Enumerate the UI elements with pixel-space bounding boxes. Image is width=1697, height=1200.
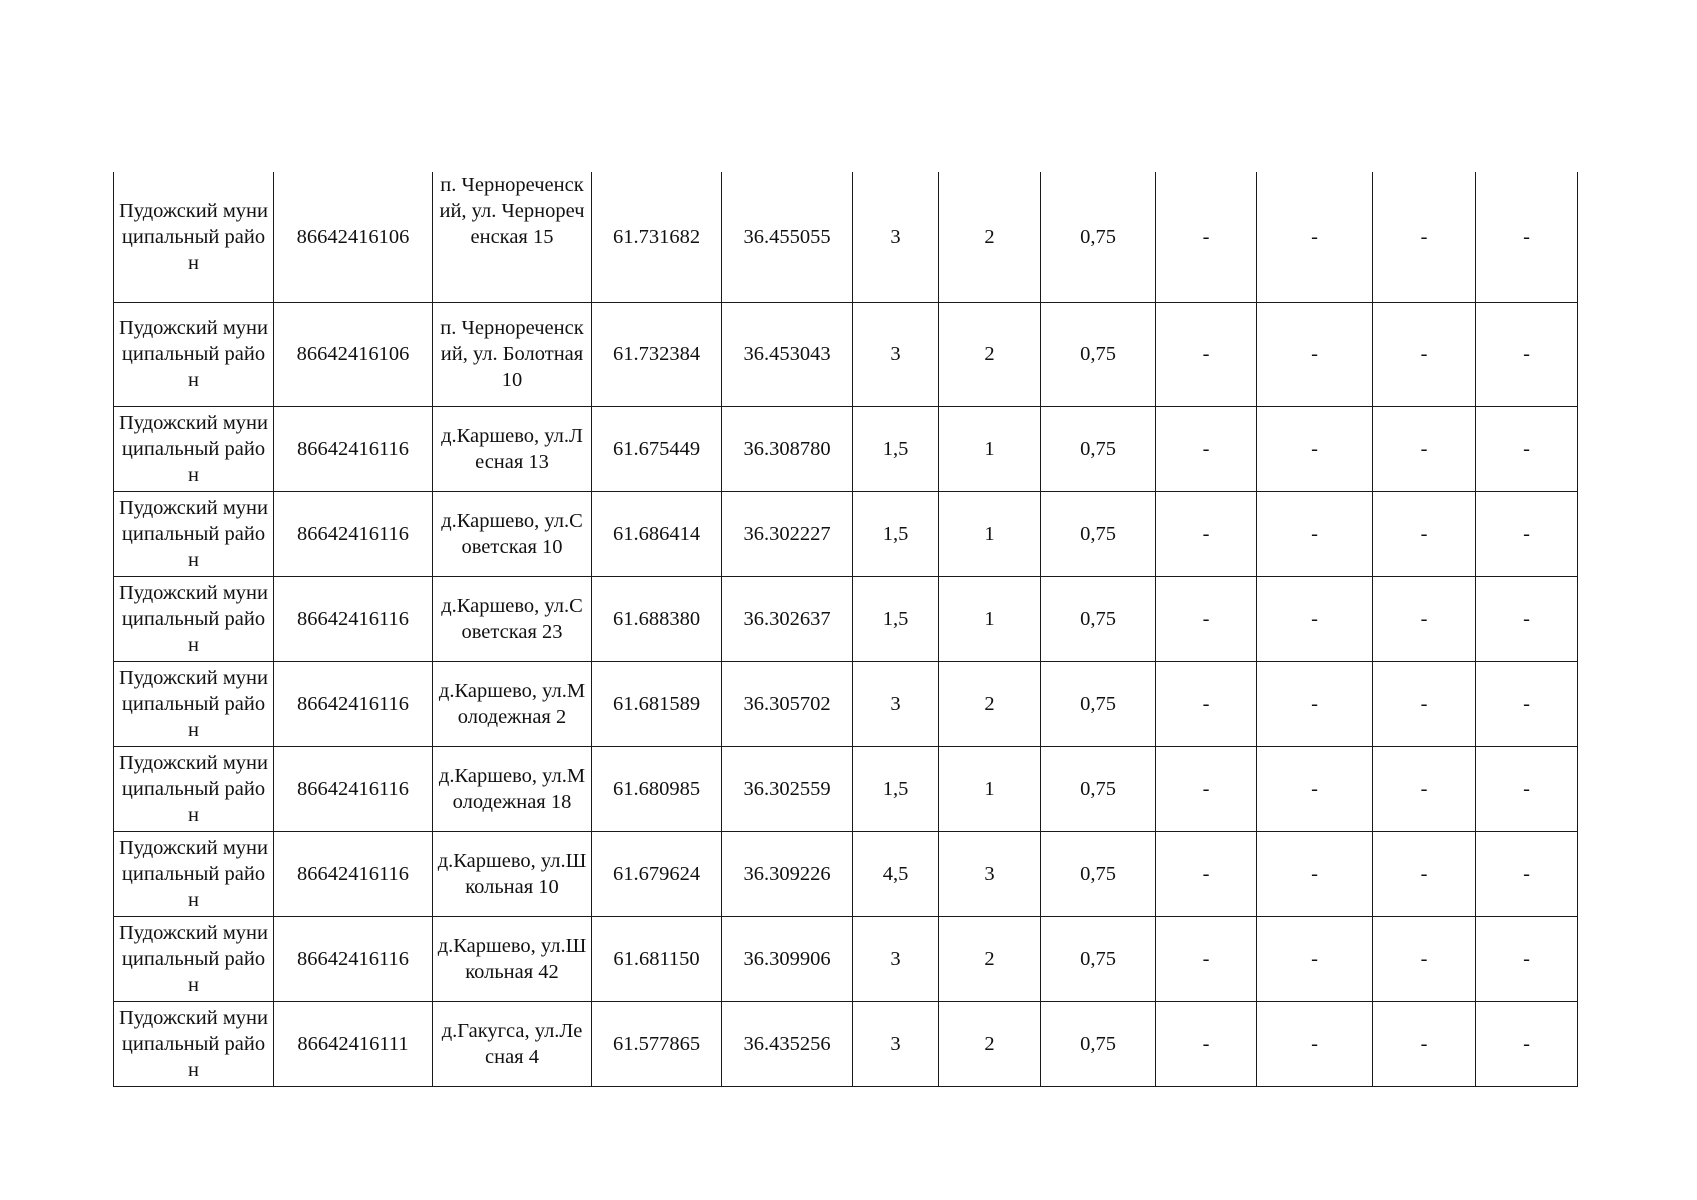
table-row	[114, 916, 1578, 1001]
container-volume-cell: 0,75	[1041, 491, 1156, 576]
data-table	[113, 172, 1578, 1087]
container-count-cell: 1	[939, 491, 1041, 576]
empty-value-cell: -	[1476, 302, 1578, 406]
table-body	[114, 172, 1578, 1086]
latitude-cell: 61.681150	[592, 916, 722, 1001]
oktmo-cell: 86642416116	[274, 831, 433, 916]
oktmo-cell: 86642416116	[274, 916, 433, 1001]
container-count-cell: 2	[939, 1001, 1041, 1086]
longitude-cell: 36.309906	[722, 916, 853, 1001]
empty-value-cell: -	[1476, 661, 1578, 746]
empty-value-cell: -	[1156, 661, 1257, 746]
empty-value-cell: -	[1257, 1001, 1373, 1086]
empty-value-cell: -	[1476, 172, 1578, 302]
oktmo-cell: 86642416106	[274, 302, 433, 406]
district-cell: Пудожский муниципальный район	[114, 302, 274, 406]
empty-value-cell: -	[1257, 661, 1373, 746]
container-volume-cell: 0,75	[1041, 831, 1156, 916]
area-cell: 1,5	[853, 576, 939, 661]
container-count-cell: 2	[939, 661, 1041, 746]
district-cell: Пудожский муниципальный район	[114, 746, 274, 831]
container-volume-cell: 0,75	[1041, 302, 1156, 406]
container-count-cell: 1	[939, 576, 1041, 661]
latitude-cell: 61.679624	[592, 831, 722, 916]
empty-value-cell: -	[1156, 576, 1257, 661]
container-count-cell: 2	[939, 916, 1041, 1001]
empty-value-cell: -	[1257, 491, 1373, 576]
address-cell: д.Каршево, ул.Лесная 13	[433, 406, 592, 491]
container-volume-cell: 0,75	[1041, 1001, 1156, 1086]
container-count-cell: 3	[939, 831, 1041, 916]
table-row	[114, 576, 1578, 661]
empty-value-cell: -	[1373, 406, 1476, 491]
empty-value-cell: -	[1257, 302, 1373, 406]
container-volume-cell: 0,75	[1041, 576, 1156, 661]
empty-value-cell: -	[1257, 916, 1373, 1001]
longitude-cell: 36.302227	[722, 491, 853, 576]
address-cell: д.Каршево, ул.Советская 23	[433, 576, 592, 661]
container-count-cell: 1	[939, 746, 1041, 831]
empty-value-cell: -	[1476, 491, 1578, 576]
longitude-cell: 36.302559	[722, 746, 853, 831]
latitude-cell: 61.680985	[592, 746, 722, 831]
empty-value-cell: -	[1156, 1001, 1257, 1086]
area-cell: 3	[853, 1001, 939, 1086]
table-row	[114, 406, 1578, 491]
district-cell: Пудожский муниципальный район	[114, 1001, 274, 1086]
longitude-cell: 36.435256	[722, 1001, 853, 1086]
area-cell: 3	[853, 916, 939, 1001]
empty-value-cell: -	[1373, 172, 1476, 302]
latitude-cell: 61.681589	[592, 661, 722, 746]
area-cell: 1,5	[853, 406, 939, 491]
container-count-cell: 2	[939, 302, 1041, 406]
oktmo-cell: 86642416116	[274, 406, 433, 491]
table-row	[114, 491, 1578, 576]
empty-value-cell: -	[1156, 172, 1257, 302]
address-cell: п. Чернореченский, ул. Чернореченская 15	[433, 172, 592, 302]
table-row	[114, 172, 1578, 302]
container-volume-cell: 0,75	[1041, 406, 1156, 491]
empty-value-cell: -	[1476, 1001, 1578, 1086]
empty-value-cell: -	[1156, 302, 1257, 406]
empty-value-cell: -	[1476, 576, 1578, 661]
table-row	[114, 661, 1578, 746]
longitude-cell: 36.453043	[722, 302, 853, 406]
container-volume-cell: 0,75	[1041, 661, 1156, 746]
district-cell: Пудожский муниципальный район	[114, 661, 274, 746]
container-volume-cell: 0,75	[1041, 172, 1156, 302]
latitude-cell: 61.732384	[592, 302, 722, 406]
longitude-cell: 36.308780	[722, 406, 853, 491]
empty-value-cell: -	[1373, 916, 1476, 1001]
empty-value-cell: -	[1156, 406, 1257, 491]
district-cell: Пудожский муниципальный район	[114, 172, 274, 302]
latitude-cell: 61.577865	[592, 1001, 722, 1086]
address-cell: д.Каршево, ул.Школьная 10	[433, 831, 592, 916]
container-count-cell: 1	[939, 406, 1041, 491]
oktmo-cell: 86642416116	[274, 576, 433, 661]
district-cell: Пудожский муниципальный район	[114, 491, 274, 576]
empty-value-cell: -	[1257, 576, 1373, 661]
empty-value-cell: -	[1257, 746, 1373, 831]
empty-value-cell: -	[1373, 661, 1476, 746]
district-cell: Пудожский муниципальный район	[114, 406, 274, 491]
empty-value-cell: -	[1373, 302, 1476, 406]
district-cell: Пудожский муниципальный район	[114, 831, 274, 916]
latitude-cell: 61.688380	[592, 576, 722, 661]
empty-value-cell: -	[1156, 916, 1257, 1001]
area-cell: 4,5	[853, 831, 939, 916]
latitude-cell: 61.686414	[592, 491, 722, 576]
area-cell: 3	[853, 661, 939, 746]
longitude-cell: 36.455055	[722, 172, 853, 302]
area-cell: 3	[853, 302, 939, 406]
address-cell: д.Каршево, ул.Молодежная 2	[433, 661, 592, 746]
empty-value-cell: -	[1373, 1001, 1476, 1086]
container-volume-cell: 0,75	[1041, 916, 1156, 1001]
empty-value-cell: -	[1476, 746, 1578, 831]
address-cell: д.Каршево, ул.Молодежная 18	[433, 746, 592, 831]
empty-value-cell: -	[1156, 746, 1257, 831]
oktmo-cell: 86642416116	[274, 746, 433, 831]
oktmo-cell: 86642416111	[274, 1001, 433, 1086]
empty-value-cell: -	[1373, 576, 1476, 661]
address-cell: д.Каршево, ул.Советская 10	[433, 491, 592, 576]
oktmo-cell: 86642416116	[274, 661, 433, 746]
district-cell: Пудожский муниципальный район	[114, 576, 274, 661]
longitude-cell: 36.309226	[722, 831, 853, 916]
longitude-cell: 36.305702	[722, 661, 853, 746]
address-cell: д.Гакугса, ул.Лесная 4	[433, 1001, 592, 1086]
empty-value-cell: -	[1373, 746, 1476, 831]
empty-value-cell: -	[1373, 831, 1476, 916]
latitude-cell: 61.731682	[592, 172, 722, 302]
empty-value-cell: -	[1373, 491, 1476, 576]
container-count-cell: 2	[939, 172, 1041, 302]
empty-value-cell: -	[1476, 406, 1578, 491]
empty-value-cell: -	[1156, 831, 1257, 916]
table-row	[114, 302, 1578, 406]
address-cell: п. Чернореченский, ул. Болотная 10	[433, 302, 592, 406]
empty-value-cell: -	[1257, 172, 1373, 302]
area-cell: 3	[853, 172, 939, 302]
empty-value-cell: -	[1156, 491, 1257, 576]
district-cell: Пудожский муниципальный район	[114, 916, 274, 1001]
table-row	[114, 746, 1578, 831]
oktmo-cell: 86642416106	[274, 172, 433, 302]
address-cell: д.Каршево, ул.Школьная 42	[433, 916, 592, 1001]
area-cell: 1,5	[853, 491, 939, 576]
oktmo-cell: 86642416116	[274, 491, 433, 576]
empty-value-cell: -	[1476, 916, 1578, 1001]
table-row	[114, 1001, 1578, 1086]
latitude-cell: 61.675449	[592, 406, 722, 491]
container-volume-cell: 0,75	[1041, 746, 1156, 831]
longitude-cell: 36.302637	[722, 576, 853, 661]
empty-value-cell: -	[1476, 831, 1578, 916]
empty-value-cell: -	[1257, 831, 1373, 916]
empty-value-cell: -	[1257, 406, 1373, 491]
table-row	[114, 831, 1578, 916]
area-cell: 1,5	[853, 746, 939, 831]
